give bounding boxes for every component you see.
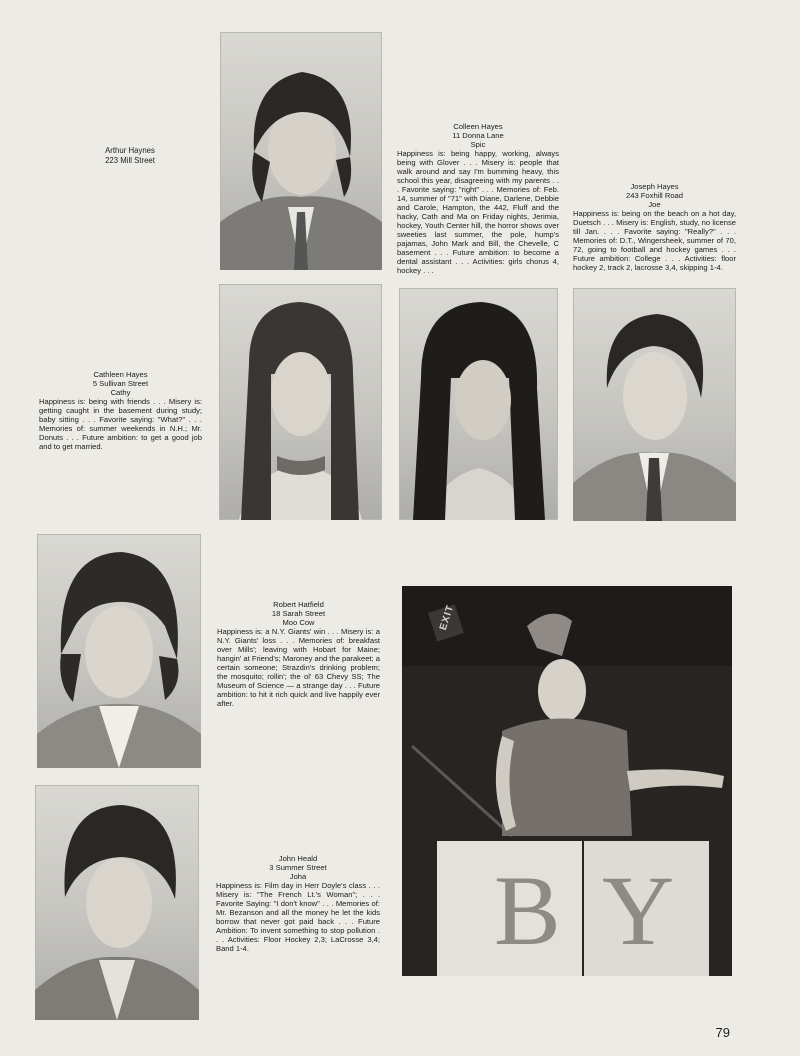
- senior-entry-arthur-haynes: [80, 146, 180, 165]
- senior-address: 18 Sarah Street: [271, 609, 326, 618]
- senior-bio: Happiness is: Film day in Herr Doyle's class . . . Misery is: "The French Lt.'s Woman"; . . . Favorite Saying: "I don't know" . . . Memories of: Mr. Bezanson and all the money he let the kids borrow that never got paid back . . . Future Ambition: To invent something to stop pollution . . . Activities: Floor Hockey 2,3; LaCrosse 3,4; Band 1-4.: [216, 881, 380, 953]
- portrait-colleen-hayes: [219, 284, 382, 520]
- portrait-robert-hatfield: [37, 534, 201, 768]
- block-letter-b: B: [494, 855, 561, 966]
- senior-entry-robert-hatfield: [217, 600, 380, 708]
- senior-entry-joseph-hayes: [573, 182, 736, 272]
- senior-nickname: Joha: [289, 872, 307, 881]
- senior-nickname: Joe: [648, 200, 661, 209]
- exit-sign: EXIT: [437, 603, 457, 632]
- senior-entry-cathleen-hayes: [39, 370, 202, 451]
- portrait-joseph-hayes: [573, 288, 736, 521]
- senior-address: 5 Sullivan Street: [92, 379, 149, 388]
- senior-entry-john-heald: [216, 854, 380, 953]
- portrait-center-hayes: [399, 288, 558, 520]
- senior-name: Joseph Hayes: [630, 182, 679, 191]
- senior-name: Robert Hatfield: [273, 600, 324, 609]
- page-number: 79: [715, 1025, 730, 1040]
- block-letter-y: Y: [602, 855, 675, 966]
- senior-name: Colleen Hayes: [453, 122, 503, 131]
- senior-bio: Happiness is: a N.Y. Giants' win . . . Misery is: a N.Y. Giants' loss . . . Memories of: breakfast over Mills'; leaving with Hobart for Maine; hangin' at Friend's; Maroney and the parakeet; a certain someone; Strazdin's drinking problem; the mosquito; rollin'; the ol' 63 Chevy SS; The Museum of Science — a strange day . . . Future ambition: to hit it rich quick and live happily ever after.: [217, 627, 380, 708]
- senior-bio: Happiness is: being happy, working, always being with Glover . . . Misery is: people that walk around and say I'm bumming heavy, this school this year, disagreeing with my parents . . . Favorite saying: "right" . . . Memories of: Feb. 14, summer of "71" with Diane, Darlene, Debbie and Carole, Hampton, the 442, Fluff and the hacky, Cath and Ma on Friday nights, Jerimia, hockey, Youth Center hill, the horror shows over sweeties last summer, the pole, hump's pajamas, John Mark and Bill, the Chevelle, C basement . . . Future ambition: to become a dental assistant . . . Activities: girls chorus 4, hockey . . .: [397, 149, 559, 275]
- senior-name: Cathleen Hayes: [93, 370, 148, 379]
- portrait-arthur-haynes: [220, 32, 382, 270]
- senior-address: 243 Foxhill Road: [626, 191, 683, 200]
- candid-costume-photo: [402, 586, 732, 976]
- portrait-john-heald: [35, 785, 199, 1020]
- senior-bio: Happiness is: being on the beach on a hot day, Duetsch . . . Misery is: English, study, no license till Jan. . . . Favorite saying: "Really?" . . . Memories of: D.T., Wingersheek, summer of 70, 72, going to football and hockey games . . . Future ambition: College . . . Activities: floor hockey 2, track 2, lacrosse 3,4, skipping 1-4.: [573, 209, 736, 272]
- senior-nickname: Spic: [470, 140, 486, 149]
- senior-address: 223 Mill Street: [105, 155, 155, 165]
- senior-bio: Happiness is: being with friends . . . Misery is: getting caught in the basement during study; baby sitting . . . Favorite saying: "What?" . . . Memories of: summer weekends in N.H.; Mr. Donuts . . . Future ambition: to get a good job and to get married.: [39, 397, 202, 451]
- senior-entry-colleen-hayes: [397, 122, 559, 275]
- senior-name: Arthur Haynes: [105, 146, 155, 155]
- senior-address: 11 Donna Lane: [452, 131, 504, 140]
- senior-name: John Heald: [278, 854, 318, 863]
- senior-nickname: Moo Cow: [282, 618, 315, 627]
- senior-address: 3 Summer Street: [269, 863, 327, 872]
- senior-nickname: Cathy: [110, 388, 131, 397]
